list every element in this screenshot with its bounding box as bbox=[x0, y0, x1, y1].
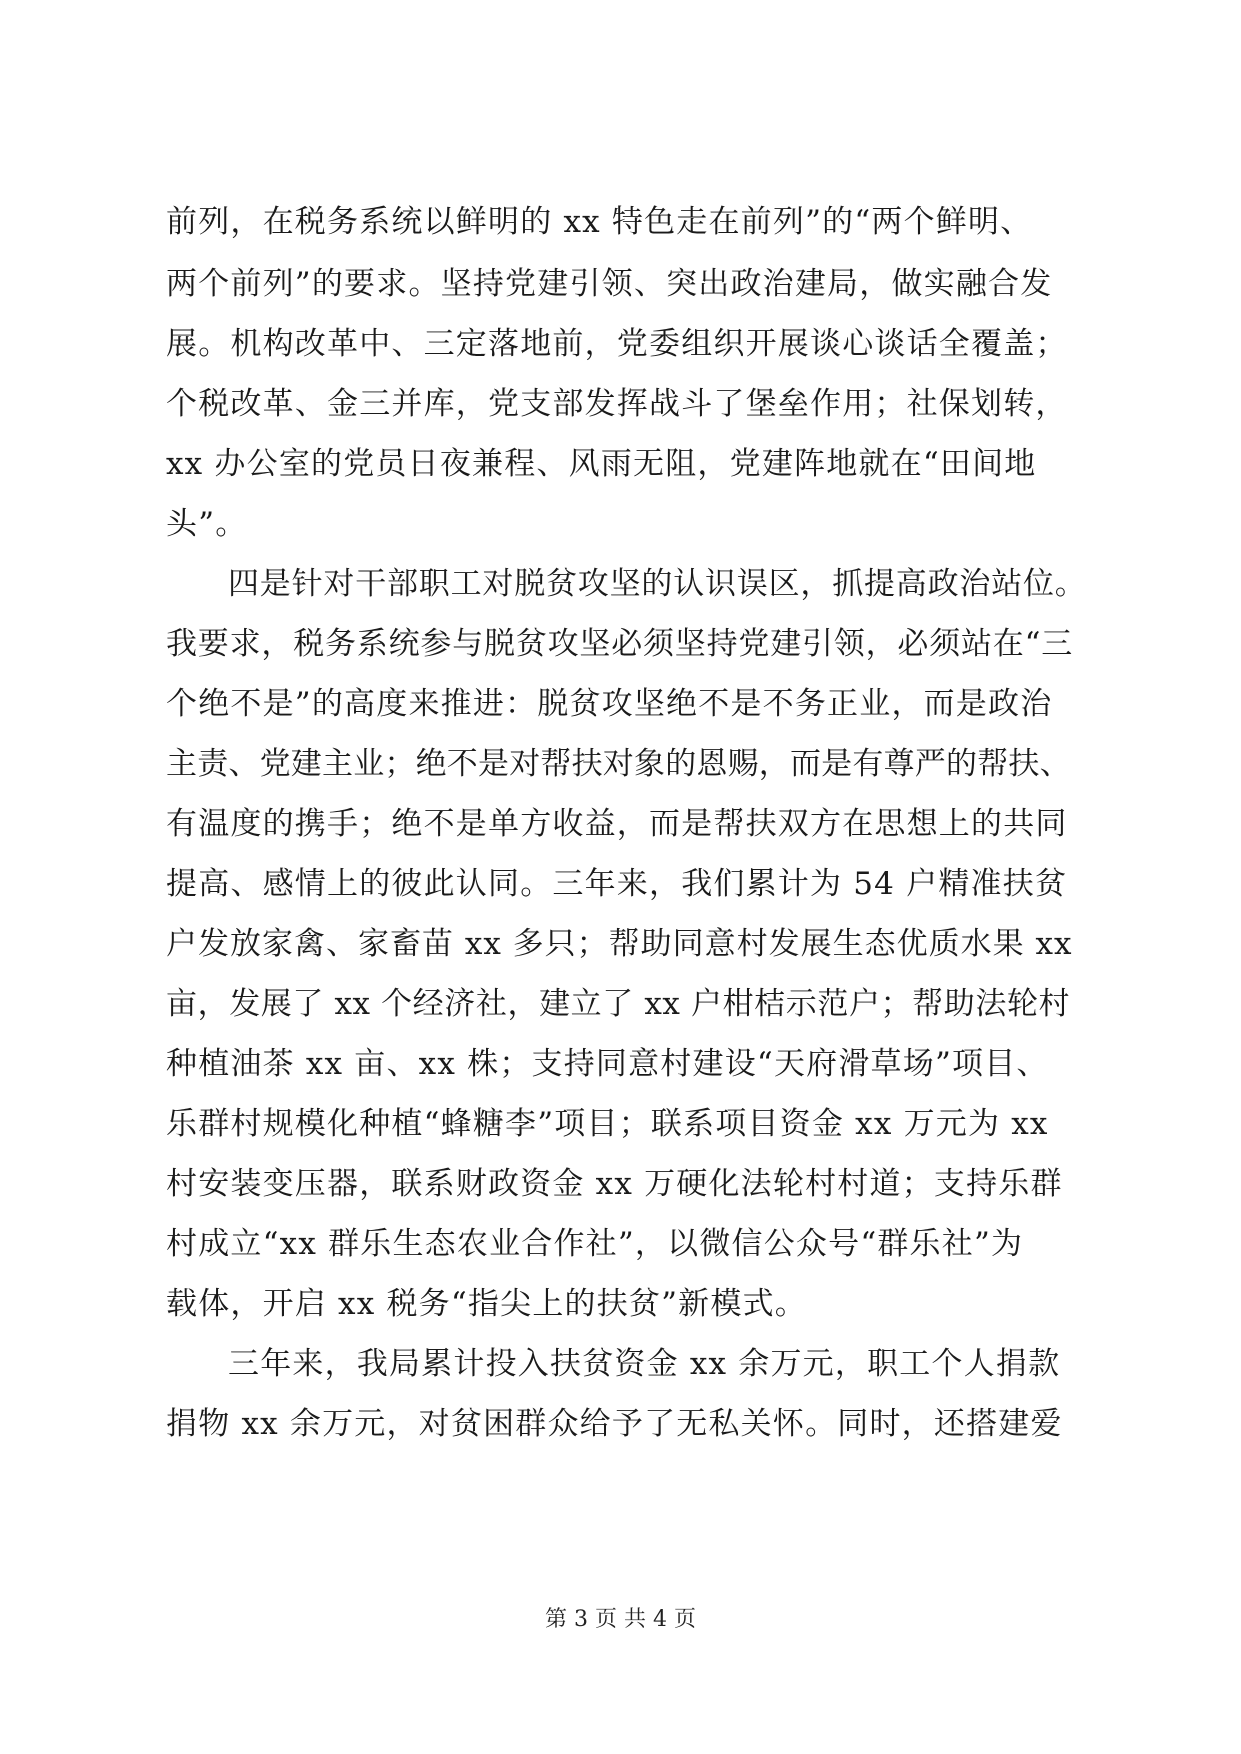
text-line: 有温度的携手；绝不是单方收益，而是帮扶双方在思想上的共同 bbox=[166, 806, 1068, 842]
text-line: 我要求，税务系统参与脱贫攻坚必须坚持党建引领，必须站在“三 bbox=[166, 626, 1074, 662]
text-line: 提高、感情上的彼此认同。三年来，我们累计为 54 户精准扶贫 bbox=[166, 866, 1068, 902]
text-line: xx 办公室的党员日夜兼程、风雨无阻，党建阵地就在“田间地 bbox=[166, 446, 1037, 482]
text-line: 两个前列”的要求。坚持党建引领、突出政治建局，做实融合发 bbox=[166, 266, 1053, 302]
text-line: 展。机构改革中、三定落地前，党委组织开展谈心谈话全覆盖； bbox=[166, 326, 1068, 362]
text-line: 个税改革、金三并库，党支部发挥战斗了堡垒作用；社保划转， bbox=[166, 386, 1068, 422]
text-line: 前列，在税务系统以鲜明的 xx 特色走在前列”的“两个鲜明、 bbox=[166, 204, 1033, 240]
text-line: 主责、党建主业；绝不是对帮扶对象的恩赐，而是有尊严的帮扶、 bbox=[166, 746, 1071, 782]
text-line: 户发放家禽、家畜苗 xx 多只；帮助同意村发展生态优质水果 xx bbox=[166, 926, 1073, 962]
text-line: 捐物 xx 余万元，对贫困群众给予了无私关怀。同时，还搭建爱 bbox=[166, 1406, 1063, 1442]
text-line: 乐群村规模化种植“蜂糖李”项目；联系项目资金 xx 万元为 xx bbox=[166, 1106, 1049, 1142]
text-line: 村成立“xx 群乐生态农业合作社”，以微信公众号“群乐社”为 bbox=[166, 1226, 1024, 1262]
text-line: 载体，开启 xx 税务“指尖上的扶贫”新模式。 bbox=[166, 1286, 807, 1322]
page-number-footer: 第 3 页 共 4 页 bbox=[545, 1607, 696, 1632]
text-line: 个绝不是”的高度来推进：脱贫攻坚绝不是不务正业，而是政治 bbox=[166, 686, 1053, 722]
paragraph-start-line: 三年来，我局累计投入扶贫资金 xx 余万元，职工个人捐款 bbox=[228, 1346, 1061, 1382]
text-line: 亩，发展了 xx 个经济社，建立了 xx 户柑桔示范户；帮助法轮村 bbox=[166, 986, 1071, 1022]
text-line: 种植油茶 xx 亩、xx 株；支持同意村建设“天府滑草场”项目、 bbox=[166, 1046, 1049, 1082]
text-line: 村安装变压器，联系财政资金 xx 万硬化法轮村村道；支持乐群 bbox=[166, 1166, 1063, 1202]
paragraph-start-line: 四是针对干部职工对脱贫攻坚的认识误区，抓提高政治站位。 bbox=[228, 566, 1087, 602]
text-line: 头”。 bbox=[166, 506, 248, 542]
